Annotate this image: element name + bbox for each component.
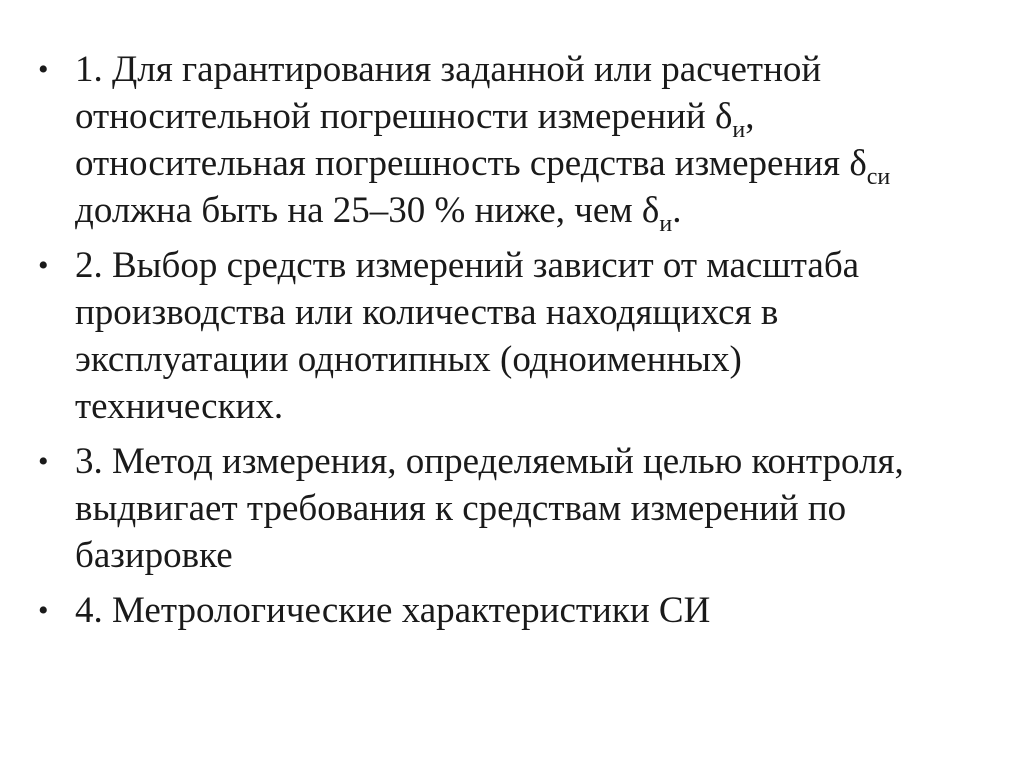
item-2-line-3: эксплуатации однотипных (одноименных) — [75, 339, 742, 380]
bullet-icon: • — [38, 249, 49, 282]
list-item — [38, 438, 998, 579]
item-1-line-2-text: относительной погрешности измерений δ — [75, 96, 733, 137]
item-3-line-1: 3. Метод измерения, определяемый целью контроля, — [75, 441, 904, 482]
item-2-line-1: 2. Выбор средств измерений зависит от масштаба — [75, 245, 860, 286]
item-2-line-2: производства или количества находящихся в — [75, 292, 779, 333]
item-3-line-3: базировке — [75, 535, 233, 576]
bullet-icon: • — [38, 445, 49, 478]
delta-subscript: и — [659, 211, 673, 237]
item-1-line-4 — [75, 187, 998, 237]
item-3-line-2: выдвигает требования к средствам измерений по — [75, 488, 847, 529]
bullet-list — [38, 46, 998, 642]
bullet-icon: • — [38, 53, 49, 86]
list-item — [38, 242, 998, 430]
list-item — [38, 587, 998, 634]
item-1-line-4-text: должна быть на 25–30 % ниже, чем δ — [75, 190, 660, 231]
item-1-line-2 — [75, 93, 998, 143]
bullet-icon: • — [38, 594, 49, 627]
list-item — [38, 46, 998, 237]
item-1-line-3-text: относительная погрешность средства измерения δ — [75, 143, 867, 184]
item-2-line-4: технических. — [75, 386, 284, 427]
item-1-line-3 — [75, 140, 998, 190]
punctuation: , — [745, 96, 755, 137]
delta-subscript: си — [866, 164, 891, 190]
delta-subscript: и — [732, 117, 746, 143]
item-4-line-1: 4. Метрологические характеристики СИ — [75, 590, 711, 631]
item-1-line-1: 1. Для гарантирования заданной или расчетной — [75, 49, 822, 90]
punctuation: . — [672, 190, 682, 231]
